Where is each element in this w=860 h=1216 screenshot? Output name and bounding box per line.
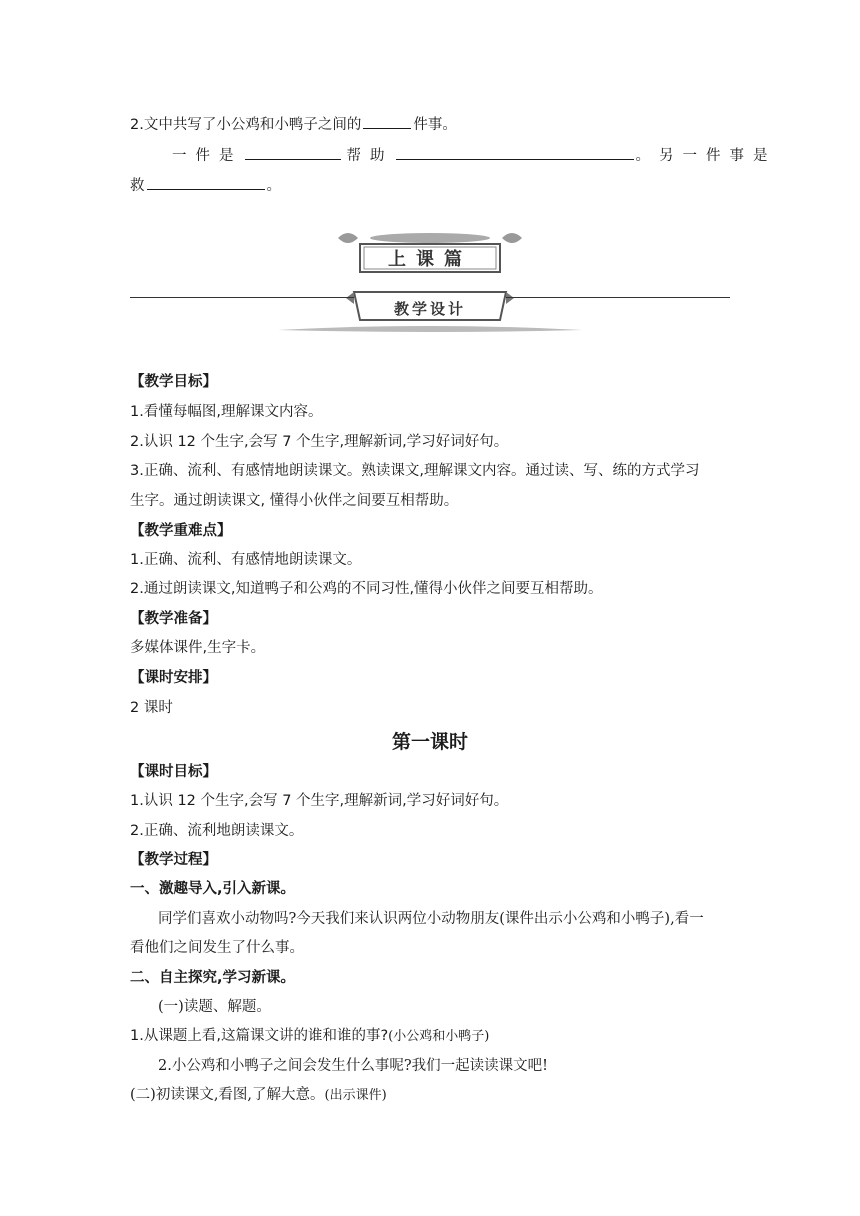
key-point-2: 2.通过朗读课文,知道鸭子和公鸡的不同习性,懂得小伙伴之间要互相帮助。 <box>130 581 603 597</box>
line3-b: 。 <box>266 178 281 194</box>
exercise-line-3 <box>130 175 730 196</box>
prep-heading: 【教学准备】 <box>130 611 217 627</box>
line2-c: 。另一件事是 <box>635 148 777 164</box>
exercise-question-2 <box>130 114 730 135</box>
goal-3: 3.正确、流利、有感情地朗读课文。熟读课文,理解课文内容。通过读、写、练的方式学习 <box>130 463 700 479</box>
q2-suffix: 件事。 <box>413 117 457 133</box>
step-2-heading: 二、自主探究,学习新课。 <box>130 970 296 986</box>
lesson-goals-heading: 【课时目标】 <box>130 764 217 780</box>
line3-a: 救 <box>130 178 145 194</box>
step-1-text-b: 看他们之间发生了什么事。 <box>130 940 304 956</box>
banner-ornament-top <box>338 233 522 243</box>
goal-1: 1.看懂每幅图,理解课文内容。 <box>130 404 323 420</box>
q2-prefix: 2.文中共写了小公鸡和小鸭子之间的 <box>130 117 362 133</box>
sub-step-2 <box>130 1085 730 1106</box>
goals-heading: 【教学目标】 <box>130 374 217 390</box>
blank-help[interactable] <box>396 145 634 160</box>
step-1-heading: 一、激趣导入,引入新课。 <box>130 881 296 897</box>
blank-rescue[interactable] <box>147 175 265 190</box>
divider-right <box>506 297 730 298</box>
lesson-goal-2: 2.正确、流利地朗读课文。 <box>130 823 304 839</box>
lesson-1-title: 第一课时 <box>391 731 468 753</box>
key-points-heading: 【教学重难点】 <box>130 523 232 539</box>
lesson-banner <box>270 226 590 338</box>
schedule-text: 2 课时 <box>130 700 173 716</box>
banner-top-label: 上课篇 <box>388 249 472 270</box>
lesson-goal-1: 1.认识 12 个生字,会写 7 个生字,理解新词,学习好词好句。 <box>130 793 509 809</box>
prep-text: 多媒体课件,生字卡。 <box>130 640 266 656</box>
sub-step-1: (一)读题、解题。 <box>158 999 271 1015</box>
exercise-line-2 <box>130 145 777 166</box>
goal-2: 2.认识 12 个生字,会写 7 个生字,理解新词,学习好词好句。 <box>130 434 509 450</box>
question-1-note: (小公鸡和小鸭子) <box>388 1029 490 1044</box>
question-1-text: 1.从课题上看,这篇课文讲的谁和谁的事? <box>130 1028 389 1044</box>
banner-bottom-label: 教学设计 <box>393 300 467 318</box>
blank-count[interactable] <box>363 114 411 129</box>
line2-a: 一件是 <box>172 148 243 164</box>
goal-3-cont: 生字。通过朗读课文, 懂得小伙伴之间要互相帮助。 <box>130 493 459 509</box>
divider-left <box>130 297 354 298</box>
sub-step-2-text: (二)初读课文,看图,了解大意。 <box>130 1087 325 1103</box>
schedule-heading: 【课时安排】 <box>130 670 217 686</box>
line2-b: 帮助 <box>346 148 394 164</box>
blank-first-event[interactable] <box>245 145 341 160</box>
banner-ornament-bottom <box>278 326 582 332</box>
sub-step-2-note: (出示课件) <box>324 1088 387 1103</box>
question-1 <box>130 1026 730 1047</box>
process-heading: 【教学过程】 <box>130 852 217 868</box>
step-1-text-a: 同学们喜欢小动物吗?今天我们来认识两位小动物朋友(课件出示小公鸡和小鸭子),看一 <box>158 911 704 927</box>
question-2: 2.小公鸡和小鸭子之间会发生什么事呢?我们一起读读课文吧! <box>158 1058 548 1074</box>
key-point-1: 1.正确、流利、有感情地朗读课文。 <box>130 552 362 568</box>
